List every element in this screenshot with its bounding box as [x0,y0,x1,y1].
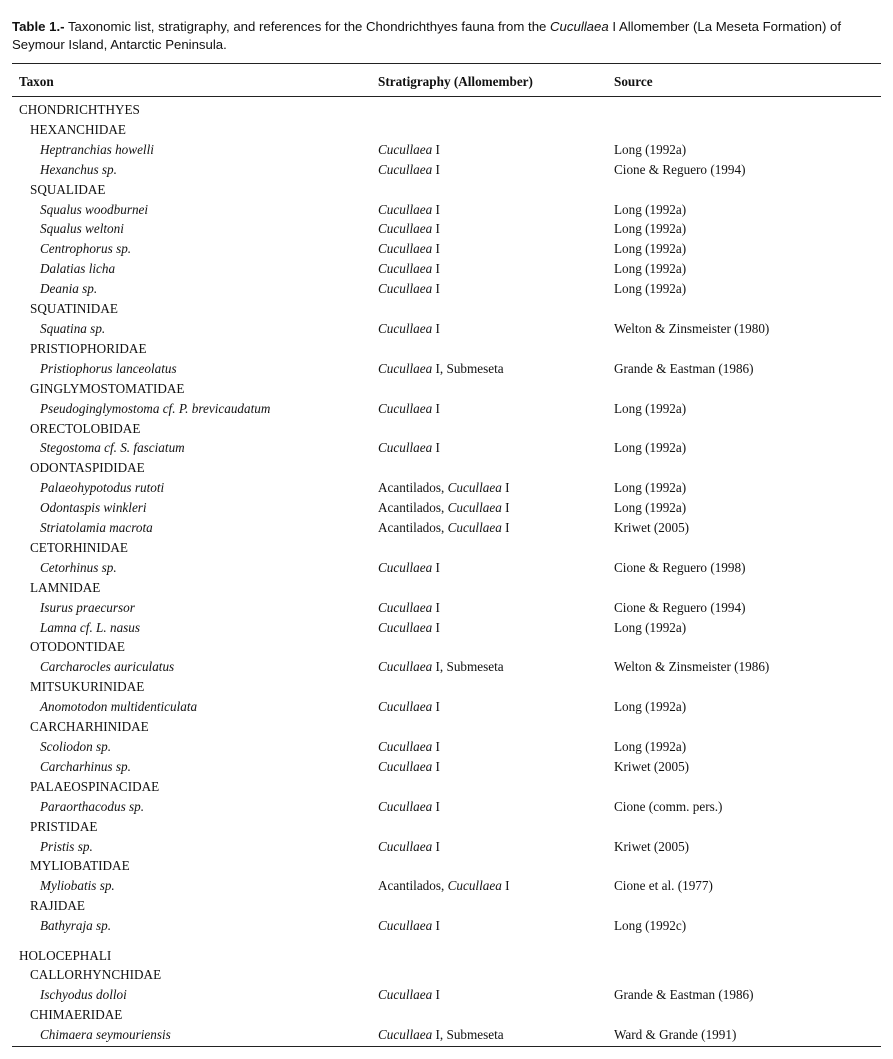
stratigraphy-cell [378,698,440,716]
source-cell: Long (1992a) [614,221,687,237]
stratigraphy-unit: Cucullaea [378,619,433,635]
stratigraphy-suffix: I [432,261,440,277]
stratigraphy-unit: Cucullaea [378,1027,433,1043]
stratigraphy-suffix: I [432,699,440,715]
table-row [0,797,893,817]
stratigraphy-unit: Cucullaea [378,758,433,774]
stratigraphy-cell [378,439,440,457]
table-row [0,200,893,220]
taxon-species: Myliobatis sp. [40,878,115,894]
taxon-species: Pseudoginglymostoma cf. P. brevicaudatum [40,400,271,416]
table-row [0,677,893,697]
taxon-species: Isurus praecursor [40,599,135,615]
table-row [0,279,893,299]
stratigraphy-cell [378,798,440,816]
stratigraphy-unit: Cucullaea [447,520,502,536]
table-row [0,538,893,558]
taxon-family: RAJIDAE [30,898,85,914]
stratigraphy-suffix: I [501,878,510,894]
source-cell: Long (1992a) [614,619,687,635]
table-row [0,558,893,578]
stratigraphy-suffix: I [432,221,440,237]
header-stratigraphy: Stratigraphy (Allomember) [378,74,533,89]
source-cell: Long (1992a) [614,480,687,496]
stratigraphy-cell [378,738,440,756]
taxon-family: MYLIOBATIDAE [30,858,130,874]
taxon-species: Squatina sp. [40,320,106,336]
table-row [0,697,893,717]
taxon-species: Lamna cf. L. nasus [40,619,141,635]
bottom-rule [12,1046,881,1047]
stratigraphy-suffix: I [432,838,440,854]
stratigraphy-suffix: I [432,987,440,1003]
stratigraphy-suffix: I [432,161,440,177]
stratigraphy-unit: Cucullaea [378,141,433,157]
source-cell: Kriwet (2005) [614,758,690,774]
source-cell: Grande & Eastman (1986) [614,987,754,1003]
taxon-species: Bathyraja sp. [40,918,112,934]
stratigraphy-cell [378,260,440,278]
table-row [0,985,893,1005]
taxon-family: PALAEOSPINACIDAE [30,778,160,794]
stratigraphy-unit: Cucullaea [378,838,433,854]
stratigraphy-suffix: I [432,758,440,774]
stratigraphy-cell [378,519,510,537]
stratigraphy-cell [378,360,504,378]
taxon-species: Centrophorus sp. [40,241,132,257]
taxon-species: Dalatias licha [40,261,116,277]
taxon-species: Squalus weltoni [40,221,124,237]
stratigraphy-cell [378,220,440,238]
stratigraphy-prefix: Acantilados, [378,520,448,536]
stratigraphy-unit: Cucullaea [378,798,433,814]
taxon-species: Deania sp. [40,281,98,297]
stratigraphy-cell [378,877,510,895]
stratigraphy-cell [378,986,440,1004]
source-cell: Long (1992a) [614,241,687,257]
stratigraphy-suffix: I [432,281,440,297]
stratigraphy-cell [378,599,440,617]
caption-label: Table 1.- [12,19,65,34]
source-cell: Long (1992a) [614,699,687,715]
stratigraphy-unit: Cucullaea [378,400,433,416]
stratigraphy-cell [378,320,440,338]
stratigraphy-cell [378,161,440,179]
table-row [0,637,893,657]
source-cell: Cione (comm. pers.) [614,798,723,814]
table-row [0,219,893,239]
table-row [0,299,893,319]
source-cell: Ward & Grande (1991) [614,1027,737,1043]
stratigraphy-unit: Cucullaea [447,500,502,516]
taxon-class: CHONDRICHTHYES [19,102,140,117]
table-row [0,100,893,120]
stratigraphy-suffix: I [432,798,440,814]
taxon-species: Pristis sp. [40,838,93,854]
table-row [0,518,893,538]
taxon-family: CALLORHYNCHIDAE [30,967,162,983]
table-row [0,259,893,279]
table-row [0,837,893,857]
taxon-species: Palaeohypotodus rutoti [40,480,165,496]
stratigraphy-unit: Cucullaea [378,201,433,217]
source-cell: Welton & Zinsmeister (1986) [614,659,770,675]
stratigraphy-unit: Cucullaea [378,261,433,277]
taxon-species: Carcharhinus sp. [40,758,131,774]
stratigraphy-cell [378,619,440,637]
stratigraphy-unit: Cucullaea [378,739,433,754]
table-row [0,160,893,180]
stratigraphy-cell [378,280,440,298]
stratigraphy-unit: Cucullaea [378,241,433,257]
group-spacer [0,936,893,946]
table-caption [12,18,887,54]
taxon-family: PRISTIDAE [30,818,98,834]
table-row [0,757,893,777]
taxon-species: Pristiophorus lanceolatus [40,360,177,376]
stratigraphy-unit: Cucullaea [378,918,433,934]
stratigraphy-suffix: I [432,559,440,575]
table-row [0,657,893,677]
stratigraphy-unit: Cucullaea [378,360,433,376]
stratigraphy-suffix: I, Submeseta [432,659,504,675]
table-row [0,817,893,837]
taxon-family: LAMNIDAE [30,579,101,595]
taxon-species: Cetorhinus sp. [40,559,117,575]
stratigraphy-suffix: I [432,599,440,615]
stratigraphy-unit: Cucullaea [447,878,502,894]
stratigraphy-suffix: I [432,619,440,635]
table-row [0,419,893,439]
table-row [0,856,893,876]
source-cell: Kriwet (2005) [614,838,690,854]
table-row [0,339,893,359]
table-row [0,1025,893,1045]
stratigraphy-suffix: I [432,440,440,456]
taxon-species: Odontaspis winkleri [40,500,147,516]
source-cell: Cione & Reguero (1994) [614,161,746,177]
stratigraphy-prefix: Acantilados, [378,878,448,894]
source-cell: Cione & Reguero (1994) [614,599,746,615]
table-row [0,498,893,518]
stratigraphy-suffix: I [432,241,440,257]
stratigraphy-unit: Cucullaea [378,161,433,177]
caption-italic: Cucullaea [550,19,609,34]
table-row [0,359,893,379]
taxon-family: GINGLYMOSTOMATIDAE [30,380,185,396]
table-row [0,618,893,638]
source-cell: Long (1992a) [614,141,687,157]
stratigraphy-suffix: I, Submeseta [432,1027,504,1043]
taxon-species: Squalus woodburnei [40,201,149,217]
taxon-family: ORECTOLOBIDAE [30,420,141,436]
taxon-species: Carcharocles auriculatus [40,659,175,675]
taxon-family: CARCHARHINIDAE [30,719,149,735]
source-cell: Welton & Zinsmeister (1980) [614,320,770,336]
stratigraphy-cell [378,838,440,856]
taxon-family: SQUALIDAE [30,181,106,197]
stratigraphy-cell [378,141,440,159]
taxon-family: SQUATINIDAE [30,301,118,317]
source-cell: Long (1992a) [614,739,687,754]
stratigraphy-suffix: I [501,520,510,536]
stratigraphy-suffix: I [432,918,440,934]
stratigraphy-cell [378,917,440,935]
taxon-family: CETORHINIDAE [30,539,128,555]
taxon-species: Striatolamia macrota [40,520,153,536]
source-cell: Grande & Eastman (1986) [614,360,754,376]
stratigraphy-unit: Cucullaea [378,599,433,615]
source-cell: Kriwet (2005) [614,520,690,536]
table-row [0,438,893,458]
table-body [0,100,893,1045]
table-row [0,965,893,985]
stratigraphy-prefix: Acantilados, [378,480,448,496]
header-taxon: Taxon [19,74,54,89]
top-rule [12,63,881,64]
source-cell: Cione & Reguero (1998) [614,559,746,575]
stratigraphy-unit: Cucullaea [447,480,502,496]
table-row [0,140,893,160]
stratigraphy-unit: Cucullaea [378,281,433,297]
source-cell: Long (1992c) [614,918,687,934]
stratigraphy-cell [378,240,440,258]
stratigraphy-cell [378,559,440,577]
stratigraphy-suffix: I [432,201,440,217]
table-row [0,1005,893,1025]
table-row [0,478,893,498]
header-source: Source [614,74,653,89]
taxon-species: Ischyodus dolloi [40,987,127,1003]
taxon-species: Stegostoma cf. S. fasciatum [40,440,185,456]
table-row [0,876,893,896]
taxon-family: MITSUKURINIDAE [30,679,145,695]
taxon-family: OTODONTIDAE [30,639,125,655]
stratigraphy-unit: Cucullaea [378,440,433,456]
stratigraphy-suffix: I [432,320,440,336]
table-row [0,120,893,140]
taxon-species: Scoliodon sp. [40,739,112,754]
stratigraphy-suffix: I [432,739,440,754]
table-row [0,458,893,478]
stratigraphy-cell [378,658,504,676]
source-cell: Cione et al. (1977) [614,878,713,894]
taxon-family: CHIMAERIDAE [30,1007,123,1023]
taxon-species: Heptranchias howelli [40,141,154,157]
table-row [0,777,893,797]
taxon-family: PRISTIOPHORIDAE [30,340,147,356]
stratigraphy-unit: Cucullaea [378,659,433,675]
stratigraphy-cell [378,1026,504,1044]
table-row [0,180,893,200]
stratigraphy-cell [378,758,440,776]
taxon-species: Chimaera seymouriensis [40,1027,171,1043]
taxon-species: Paraorthacodus sp. [40,798,145,814]
stratigraphy-cell [378,201,440,219]
table-row [0,239,893,259]
stratigraphy-unit: Cucullaea [378,320,433,336]
stratigraphy-unit: Cucullaea [378,221,433,237]
stratigraphy-suffix: I [501,500,510,516]
table-row [0,379,893,399]
table-row [0,717,893,737]
table-row [0,737,893,757]
taxon-class: HOLOCEPHALI [19,947,112,963]
taxon-family: HEXANCHIDAE [30,121,126,137]
table-row [0,319,893,339]
stratigraphy-suffix: I [432,141,440,157]
stratigraphy-unit: Cucullaea [378,559,433,575]
table-row [0,916,893,936]
stratigraphy-cell [378,499,510,517]
source-cell: Long (1992a) [614,500,687,516]
caption-text-end: I Allomember (La Meseta Formation) of Seymour Island, Antarctic Peninsula. [12,19,842,52]
taxon-species: Anomotodon multidenticulata [40,699,198,715]
source-cell: Long (1992a) [614,201,687,217]
stratigraphy-prefix: Acantilados, [378,500,448,516]
source-cell: Long (1992a) [614,440,687,456]
taxon-family: ODONTASPIDIDAE [30,460,145,476]
stratigraphy-suffix: I [432,400,440,416]
source-cell: Long (1992a) [614,281,687,297]
source-cell: Long (1992a) [614,400,687,416]
table-row [0,399,893,419]
stratigraphy-cell [378,479,510,497]
stratigraphy-unit: Cucullaea [378,699,433,715]
stratigraphy-suffix: I [501,480,510,496]
stratigraphy-unit: Cucullaea [378,987,433,1003]
caption-text: Taxonomic list, stratigraphy, and references for the Chondrichthyes fauna from the [64,19,551,34]
table-row [0,578,893,598]
table-row [0,946,893,966]
taxon-species: Hexanchus sp. [40,161,117,177]
stratigraphy-suffix: I, Submeseta [432,360,504,376]
source-cell: Long (1992a) [614,261,687,277]
stratigraphy-cell [378,400,440,418]
header-rule [12,96,881,97]
table-row [0,598,893,618]
table-row [0,896,893,916]
